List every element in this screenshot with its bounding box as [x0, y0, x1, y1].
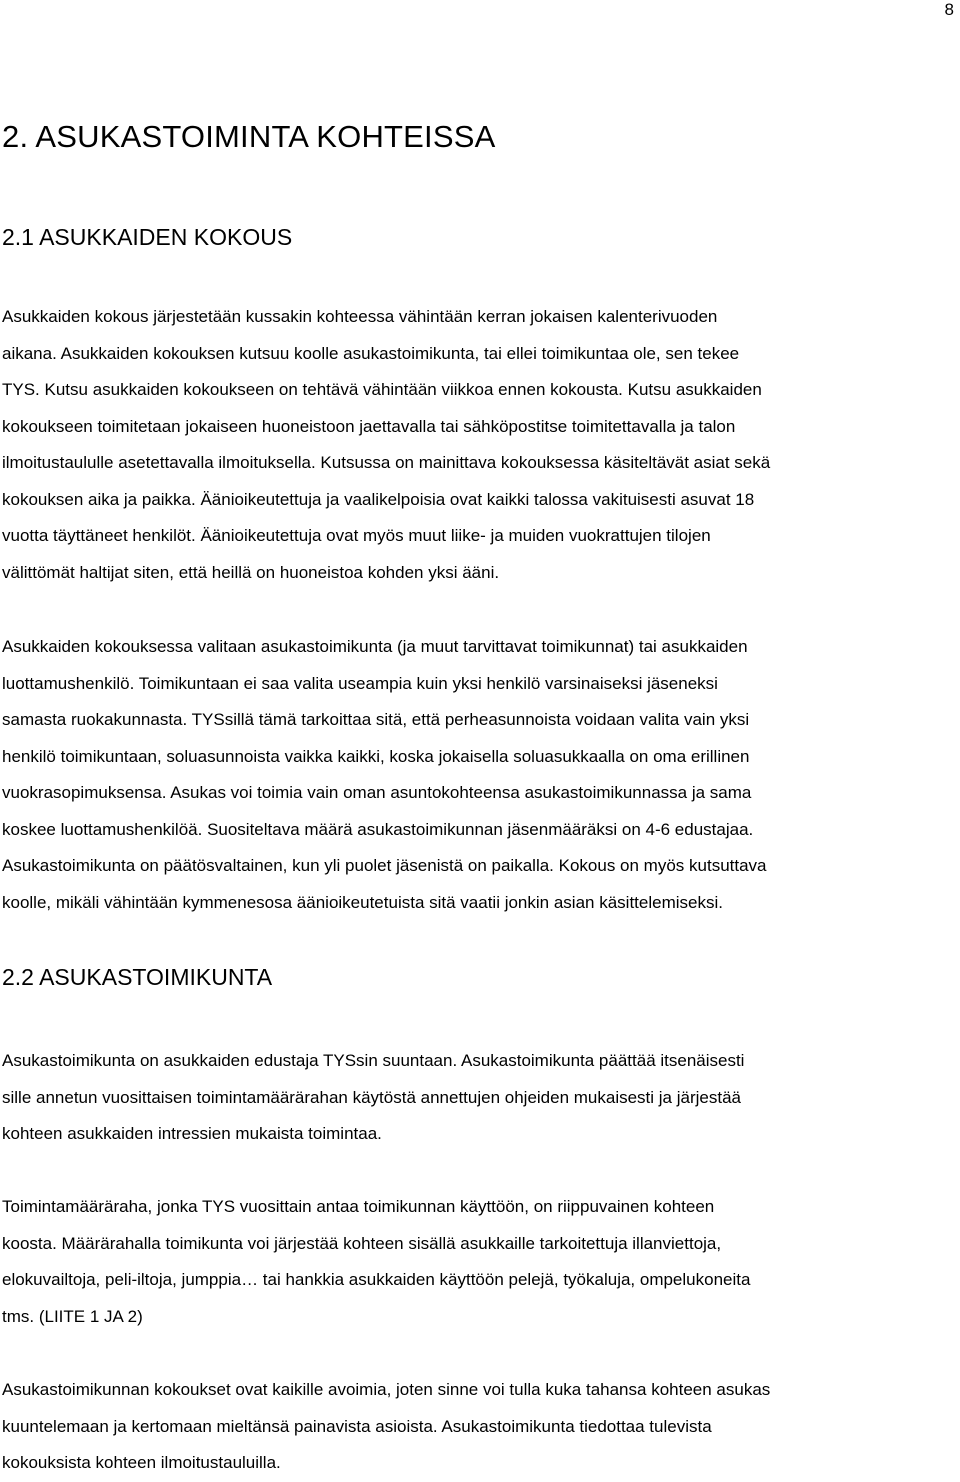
text-line: henkilö toimikuntaan, soluasunnoista vaikka kaikki, koska jokaisella soluasukkaalla on oma erillinen	[2, 746, 750, 766]
text-line: kokoukseen toimitetaan jokaiseen huoneistoon jaettavalla tai sähköpostitse toimitettavalla ja talon	[2, 416, 736, 436]
text-line: koolle, mikäli vähintään kymmenesosa äänioikeutetuista sitä vaatii jonkin asian käsittelemiseksi.	[2, 892, 723, 912]
paragraph-kokous-valinta	[2, 629, 952, 921]
text-line: koosta. Määrärahalla toimikunta voi järjestää kohteen sisällä asukkaille tarkoitettuja illanviettoja,	[2, 1233, 722, 1253]
text-line: kohteen asukkaiden intressien mukaista toimintaa.	[2, 1124, 382, 1143]
paragraph-toimikunta-intro	[2, 1043, 952, 1153]
text-line: kokouksen aika ja paikka. Äänioikeutettuja ja vaalikelpoisia ovat kaikki talossa vakituisesti asuvat 18	[2, 489, 755, 509]
text-line: Asukastoimikunta on päätösvaltainen, kun yli puolet jäsenistä on paikalla. Kokous on myös kutsuttava	[2, 856, 767, 875]
section-heading-asukastoimikunta: 2.2 ASUKASTOIMIKUNTA	[2, 964, 273, 990]
text-line: kuuntelemaan ja kertomaan mieltänsä painavista asioista. Asukastoimikunta tiedottaa tulevista	[2, 1416, 712, 1436]
text-line: luottamushenkilö. Toimikuntaan ei saa valita useampia kuin yksi henkilö varsinaiseksi jäseneksi	[2, 673, 718, 693]
paragraph-maararaha	[2, 1189, 952, 1335]
text-line: välittömät haltijat siten, että heillä on huoneistoa kohden yksi ääni.	[2, 562, 500, 582]
text-line: elokuvailtoja, peli-iltoja, jumppia… tai hankkia asukkaiden käyttöön pelejä, työkaluja, ompelukoneita	[2, 1270, 751, 1289]
text-line: tms. (LIITE 1 JA 2)	[2, 1306, 143, 1326]
text-line: aikana. Asukkaiden kokouksen kutsuu koolle asukastoimikunta, tai ellei toimikuntaa ole, sen tekee	[2, 343, 740, 363]
text-line: Toimintamääräraha, jonka TYS vuosittain antaa toimikunnan käyttöön, on riippuvainen kohteen	[2, 1197, 715, 1216]
text-line: TYS. Kutsu asukkaiden kokoukseen on tehtävä vähintään viikkoa ennen kokousta. Kutsu asukkaiden	[2, 380, 762, 399]
text-line: samasta ruokakunnasta. TYSsillä tämä tarkoittaa sitä, että perheasunnoista voidaan valita vain yksi	[2, 710, 750, 729]
text-line: sille annetun vuosittaisen toimintamäärärahan käytöstä annettujen ohjeiden mukaisesti ja järjestää	[2, 1087, 741, 1107]
paragraph-kokoukset	[2, 1372, 952, 1482]
text-line: vuokrasopimuksensa. Asukas voi toimia vain oman asuntokohteensa asukastoimikunnassa ja sama	[2, 783, 752, 802]
page-number: 8	[944, 0, 954, 19]
text-line: Asukastoimikunnan kokoukset ovat kaikille avoimia, joten sinne voi tulla kuka tahansa kohteen asukas	[2, 1380, 771, 1399]
text-line: vuotta täyttäneet henkilöt. Äänioikeutettuja ovat myös muut liike- ja muiden vuokrattujen tilojen	[2, 526, 711, 545]
text-line: Asukastoimikunta on asukkaiden edustaja TYSsin suuntaan. Asukastoimikunta päättää itsenäisesti	[2, 1051, 745, 1070]
chapter-heading: 2. ASUKASTOIMINTA KOHTEISSA	[2, 119, 496, 154]
paragraph-kokous-intro	[2, 299, 952, 591]
section-heading-asukkaiden-kokous: 2.1 ASUKKAIDEN KOKOUS	[2, 224, 293, 250]
text-line: Asukkaiden kokouksessa valitaan asukastoimikunta (ja muut tarvittavat toimikunnat) tai asukkaiden	[2, 637, 748, 656]
text-line: Asukkaiden kokous järjestetään kussakin kohteessa vähintään kerran jokaisen kalenterivuoden	[2, 307, 718, 326]
text-line: kokouksista kohteen ilmoitustauluilla.	[2, 1453, 281, 1472]
text-line: ilmoitustaululle asetettavalla ilmoituksella. Kutsussa on mainittava kokouksessa käsiteltävät asiat sekä	[2, 453, 771, 472]
text-line: koskee luottamushenkilöä. Suositeltava määrä asukastoimikunnan jäsenmääräksi on 4-6 edustajaa.	[2, 819, 754, 839]
